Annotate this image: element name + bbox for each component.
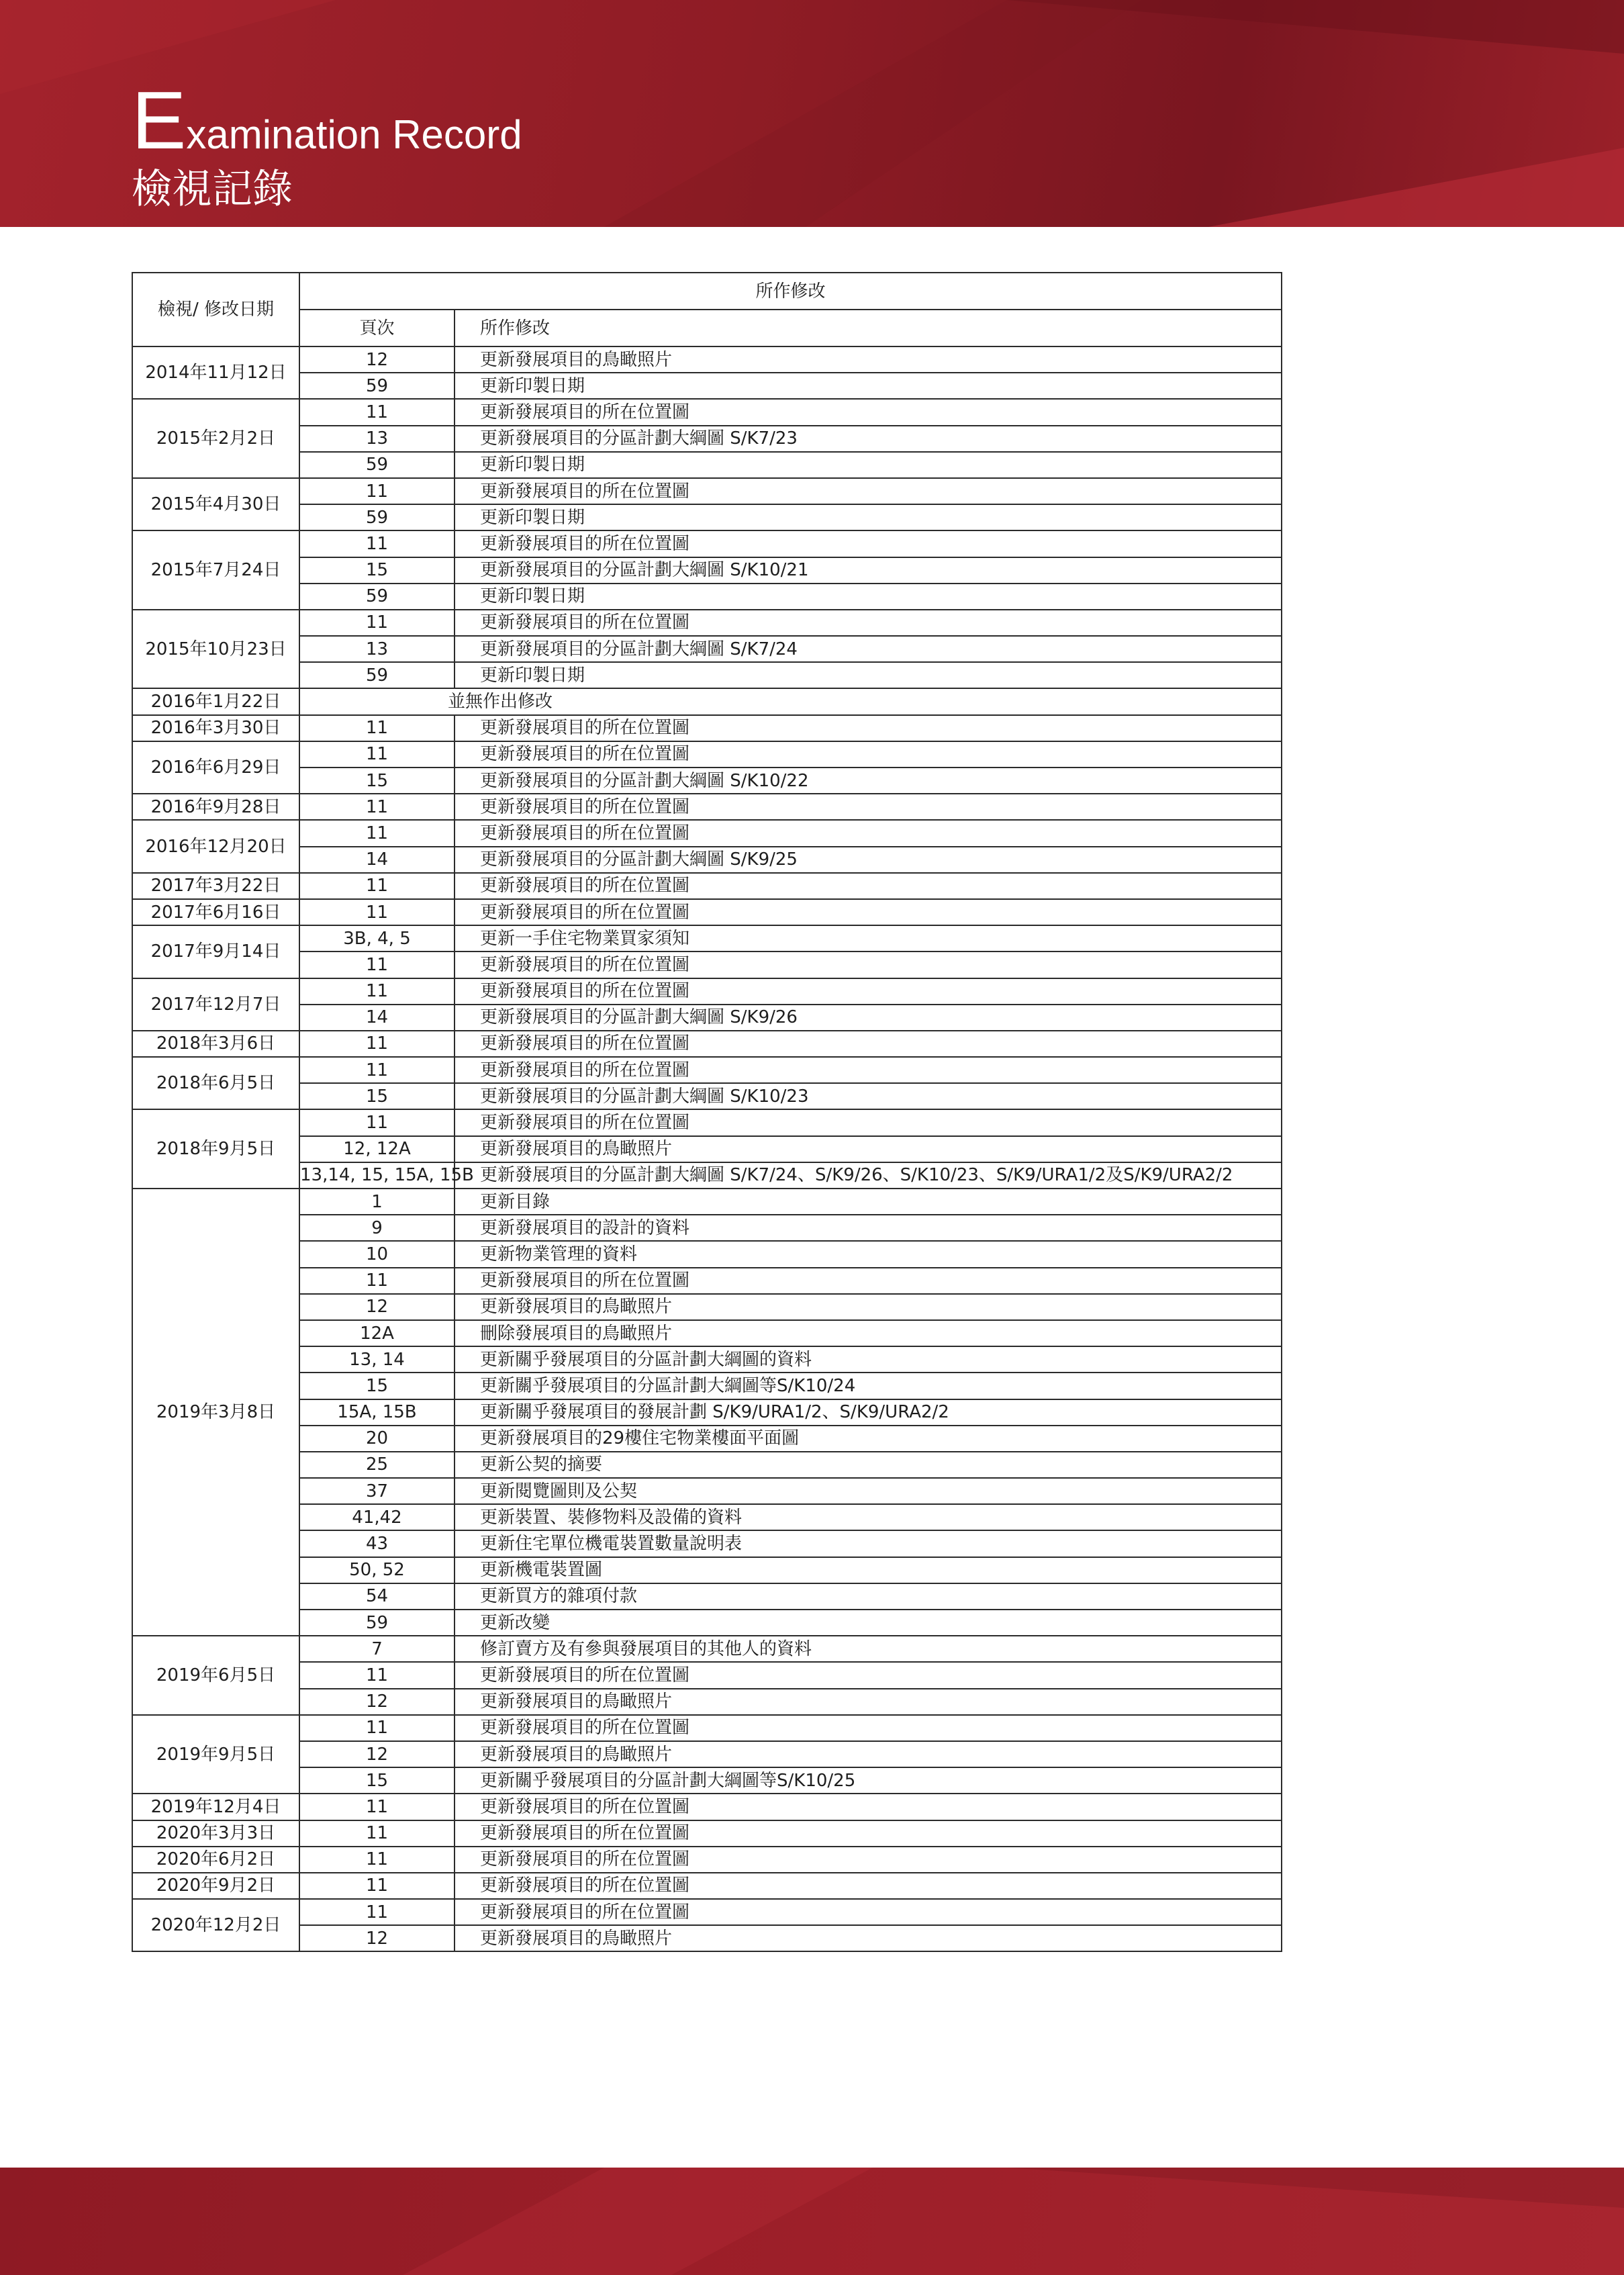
page-cell: 13	[299, 636, 455, 662]
table-row	[132, 1925, 1282, 1951]
table-row	[132, 1662, 1282, 1688]
table-row	[132, 847, 1282, 873]
table-row	[132, 1689, 1282, 1715]
date-cell: 2017年6月16日	[132, 899, 299, 925]
table-row	[132, 636, 1282, 662]
page-cell: 59	[299, 1610, 455, 1636]
page-cell: 10	[299, 1241, 455, 1267]
table-row	[132, 1741, 1282, 1767]
description-cell: 修訂賣方及有參與發展項目的其他人的資料	[455, 1636, 1282, 1662]
page-cell: 11	[299, 1794, 455, 1820]
description-cell: 更新發展項目的設計的資料	[455, 1215, 1282, 1241]
description-cell: 更新發展項目的所在位置圖	[455, 1109, 1282, 1135]
page-cell: 11	[299, 530, 455, 557]
description-cell: 更新發展項目的所在位置圖	[455, 1268, 1282, 1294]
page-cell: 11	[299, 478, 455, 504]
table-row	[132, 1373, 1282, 1399]
description-cell: 更新關乎發展項目的分區計劃大綱圖等S/K10/25	[455, 1767, 1282, 1794]
date-cell: 2020年3月3日	[132, 1820, 299, 1847]
page-cell: 11	[299, 741, 455, 768]
description-cell: 更新機電裝置圖	[455, 1557, 1282, 1583]
page-cell: 12	[299, 1689, 455, 1715]
description-cell: 更新印製日期	[455, 662, 1282, 688]
table-row	[132, 794, 1282, 820]
page-cell: 15	[299, 1083, 455, 1109]
description-cell: 更新發展項目的所在位置圖	[455, 478, 1282, 504]
description-cell: 更新發展項目的分區計劃大綱圖 S/K9/25	[455, 847, 1282, 873]
description-cell: 更新關乎發展項目的發展計劃 S/K9/URA1/2、S/K9/URA2/2	[455, 1399, 1282, 1426]
description-cell: 更新發展項目的所在位置圖	[455, 1031, 1282, 1057]
description-cell: 更新閱覽圖則及公契	[455, 1478, 1282, 1504]
table-row	[132, 925, 1282, 951]
page-cell: 15	[299, 768, 455, 794]
page-cell: 12	[299, 1741, 455, 1767]
header-banner	[0, 0, 1624, 227]
table-row	[132, 1136, 1282, 1162]
date-cell: 2017年12月7日	[132, 978, 299, 1031]
table-row	[132, 1268, 1282, 1294]
table-row	[132, 478, 1282, 504]
page-cell: 11	[299, 951, 455, 978]
page-cell: 11	[299, 794, 455, 820]
table-row	[132, 1557, 1282, 1583]
date-cell: 2016年9月28日	[132, 794, 299, 820]
page-cell: 50, 52	[299, 1557, 455, 1583]
description-cell: 更新發展項目的所在位置圖	[455, 715, 1282, 741]
table-row	[132, 1610, 1282, 1636]
description-cell: 更新發展項目的所在位置圖	[455, 399, 1282, 425]
description-cell: 更新發展項目的所在位置圖	[455, 530, 1282, 557]
description-cell: 刪除發展項目的鳥瞰照片	[455, 1320, 1282, 1346]
page-cell: 41,42	[299, 1504, 455, 1530]
page-cell: 54	[299, 1583, 455, 1610]
date-cell: 2016年12月20日	[132, 820, 299, 872]
date-cell: 2017年3月22日	[132, 873, 299, 899]
table-row	[132, 1215, 1282, 1241]
table-row	[132, 741, 1282, 768]
page-title	[132, 75, 522, 166]
table-header-row	[132, 273, 1282, 310]
table-row	[132, 557, 1282, 584]
description-cell: 更新發展項目的鳥瞰照片	[455, 346, 1282, 373]
description-cell: 更新發展項目的所在位置圖	[455, 820, 1282, 846]
description-cell: 更新發展項目的分區計劃大綱圖 S/K7/24、S/K9/26、S/K10/23、S/K9/URA1/2及S/K9/URA2/2	[455, 1162, 1282, 1189]
date-cell: 2016年1月22日	[132, 688, 299, 714]
table-row	[132, 1820, 1282, 1847]
page-cell: 11	[299, 1031, 455, 1057]
table-row	[132, 899, 1282, 925]
date-cell: 2019年6月5日	[132, 1636, 299, 1715]
date-cell: 2019年12月4日	[132, 1794, 299, 1820]
description-column-header: 所作修改	[455, 310, 1282, 346]
page-cell: 59	[299, 504, 455, 530]
page-column-header: 頁次	[299, 310, 455, 346]
page-cell: 12	[299, 346, 455, 373]
table-row	[132, 1320, 1282, 1346]
page-cell: 15	[299, 1373, 455, 1399]
description-cell: 更新發展項目的所在位置圖	[455, 1820, 1282, 1847]
page-cell: 11	[299, 1662, 455, 1688]
page-cell: 11	[299, 399, 455, 425]
description-cell: 更新發展項目的所在位置圖	[455, 1847, 1282, 1873]
table-row	[132, 820, 1282, 846]
date-cell: 2020年12月2日	[132, 1899, 299, 1951]
page-cell: 37	[299, 1478, 455, 1504]
table-row	[132, 1873, 1282, 1899]
description-cell: 更新發展項目的所在位置圖	[455, 1662, 1282, 1688]
description-cell: 更新發展項目的所在位置圖	[455, 899, 1282, 925]
table-row	[132, 1083, 1282, 1109]
page-cell: 12	[299, 1925, 455, 1951]
page-cell: 11	[299, 820, 455, 846]
table-row	[132, 504, 1282, 530]
description-cell: 更新住宅單位機電裝置數量說明表	[455, 1530, 1282, 1557]
description-cell: 更新發展項目的鳥瞰照片	[455, 1136, 1282, 1162]
description-cell: 更新發展項目的所在位置圖	[455, 978, 1282, 1005]
title-rest: xamination Record	[186, 112, 522, 157]
table-row	[132, 1162, 1282, 1189]
description-cell: 更新發展項目的所在位置圖	[455, 1715, 1282, 1741]
table-row	[132, 373, 1282, 399]
page-cell: 15	[299, 557, 455, 584]
table-row	[132, 426, 1282, 452]
description-cell: 更新物業管理的資料	[455, 1241, 1282, 1267]
description-cell: 更新發展項目的分區計劃大綱圖 S/K7/23	[455, 426, 1282, 452]
date-cell: 2018年6月5日	[132, 1057, 299, 1109]
date-cell: 2020年9月2日	[132, 1873, 299, 1899]
table-row	[132, 1057, 1282, 1083]
table-row	[132, 1346, 1282, 1373]
table-row	[132, 399, 1282, 425]
no-change-cell: 並無作出修改	[299, 688, 1282, 714]
changes-column-header: 所作修改	[299, 273, 1282, 310]
page-cell: 11	[299, 873, 455, 899]
description-cell: 更新一手住宅物業買家須知	[455, 925, 1282, 951]
table-row	[132, 1478, 1282, 1504]
description-cell: 更新關乎發展項目的分區計劃大綱圖等S/K10/24	[455, 1373, 1282, 1399]
description-cell: 更新買方的雜項付款	[455, 1583, 1282, 1610]
page-cell: 11	[299, 1268, 455, 1294]
table-row	[132, 662, 1282, 688]
page-cell: 13, 14	[299, 1346, 455, 1373]
page-cell: 11	[299, 1847, 455, 1873]
footer-decoration	[0, 2168, 1624, 2275]
description-cell: 更新印製日期	[455, 504, 1282, 530]
date-column-header: 檢視/ 修改日期	[132, 273, 299, 346]
page-cell: 11	[299, 1057, 455, 1083]
examination-record-table	[132, 272, 1282, 1952]
description-cell: 更新發展項目的所在位置圖	[455, 1794, 1282, 1820]
date-cell: 2019年9月5日	[132, 1715, 299, 1794]
description-cell: 更新發展項目的所在位置圖	[455, 1899, 1282, 1925]
page-cell: 11	[299, 1899, 455, 1925]
page-cell: 11	[299, 610, 455, 636]
table-row	[132, 346, 1282, 373]
table-row	[132, 1583, 1282, 1610]
table-row	[132, 873, 1282, 899]
table-row	[132, 978, 1282, 1005]
table-row	[132, 715, 1282, 741]
table-row	[132, 1031, 1282, 1057]
table-row	[132, 1847, 1282, 1873]
table-row	[132, 1794, 1282, 1820]
table-row	[132, 688, 1282, 714]
description-cell: 更新發展項目的分區計劃大綱圖 S/K10/23	[455, 1083, 1282, 1109]
page-cell: 43	[299, 1530, 455, 1557]
date-cell: 2015年10月23日	[132, 610, 299, 689]
page-cell: 11	[299, 978, 455, 1005]
page-cell: 13	[299, 426, 455, 452]
description-cell: 更新發展項目的所在位置圖	[455, 1057, 1282, 1083]
table-row	[132, 1189, 1282, 1215]
table-row	[132, 1530, 1282, 1557]
page-cell: 59	[299, 452, 455, 478]
table-row	[132, 1294, 1282, 1320]
description-cell: 更新發展項目的所在位置圖	[455, 951, 1282, 978]
description-cell: 更新發展項目的29樓住宅物業樓面平面圖	[455, 1426, 1282, 1452]
page-cell: 12, 12A	[299, 1136, 455, 1162]
date-cell: 2020年6月2日	[132, 1847, 299, 1873]
description-cell: 更新發展項目的鳥瞰照片	[455, 1925, 1282, 1951]
description-cell: 更新發展項目的分區計劃大綱圖 S/K10/21	[455, 557, 1282, 584]
table-row	[132, 1715, 1282, 1741]
description-cell: 更新裝置、裝修物料及設備的資料	[455, 1504, 1282, 1530]
table-row	[132, 1767, 1282, 1794]
page-cell: 9	[299, 1215, 455, 1241]
description-cell: 更新印製日期	[455, 584, 1282, 610]
table-row	[132, 1426, 1282, 1452]
page-cell: 11	[299, 1109, 455, 1135]
description-cell: 更新改變	[455, 1610, 1282, 1636]
page-cell: 25	[299, 1452, 455, 1478]
page-cell: 20	[299, 1426, 455, 1452]
page-cell: 11	[299, 899, 455, 925]
table-row	[132, 1504, 1282, 1530]
page-cell: 15	[299, 1767, 455, 1794]
date-cell: 2018年9月5日	[132, 1109, 299, 1189]
date-cell: 2015年7月24日	[132, 530, 299, 610]
description-cell: 更新目錄	[455, 1189, 1282, 1215]
description-cell: 更新發展項目的所在位置圖	[455, 610, 1282, 636]
description-cell: 更新發展項目的鳥瞰照片	[455, 1689, 1282, 1715]
table-row	[132, 1241, 1282, 1267]
date-cell: 2019年3月8日	[132, 1189, 299, 1636]
date-cell: 2017年9月14日	[132, 925, 299, 978]
table-row	[132, 610, 1282, 636]
description-cell: 更新發展項目的所在位置圖	[455, 741, 1282, 768]
description-cell: 更新發展項目的鳥瞰照片	[455, 1741, 1282, 1767]
page-cell: 14	[299, 847, 455, 873]
page-cell: 12A	[299, 1320, 455, 1346]
description-cell: 更新發展項目的所在位置圖	[455, 873, 1282, 899]
date-cell: 2016年3月30日	[132, 715, 299, 741]
page-title-chinese: 檢視記錄	[132, 166, 293, 213]
description-cell: 更新發展項目的所在位置圖	[455, 1873, 1282, 1899]
description-cell: 更新關乎發展項目的分區計劃大綱圖的資料	[455, 1346, 1282, 1373]
table-row	[132, 1005, 1282, 1031]
description-cell: 更新發展項目的所在位置圖	[455, 794, 1282, 820]
description-cell: 更新發展項目的分區計劃大綱圖 S/K10/22	[455, 768, 1282, 794]
page-cell: 11	[299, 1873, 455, 1899]
page-cell: 7	[299, 1636, 455, 1662]
page-cell: 59	[299, 584, 455, 610]
description-cell: 更新發展項目的分區計劃大綱圖 S/K7/24	[455, 636, 1282, 662]
page-cell: 3B, 4, 5	[299, 925, 455, 951]
footer-banner	[0, 2168, 1624, 2275]
page-cell: 11	[299, 1715, 455, 1741]
page-cell: 11	[299, 715, 455, 741]
page-cell: 14	[299, 1005, 455, 1031]
table-row	[132, 1636, 1282, 1662]
table-row	[132, 1899, 1282, 1925]
table-row	[132, 584, 1282, 610]
page-cell: 15A, 15B	[299, 1399, 455, 1426]
date-cell: 2015年2月2日	[132, 399, 299, 478]
page-cell: 13,14, 15, 15A, 15B	[299, 1162, 455, 1189]
table-row	[132, 1109, 1282, 1135]
description-cell: 更新發展項目的鳥瞰照片	[455, 1294, 1282, 1320]
date-cell: 2018年3月6日	[132, 1031, 299, 1057]
date-cell: 2014年11月12日	[132, 346, 299, 399]
table-row	[132, 1399, 1282, 1426]
table-subheader-row	[132, 310, 1282, 346]
date-cell: 2016年6月29日	[132, 741, 299, 794]
page-cell: 12	[299, 1294, 455, 1320]
title-initial: E	[132, 75, 187, 166]
description-cell: 更新發展項目的分區計劃大綱圖 S/K9/26	[455, 1005, 1282, 1031]
description-cell: 更新公契的摘要	[455, 1452, 1282, 1478]
date-cell: 2015年4月30日	[132, 478, 299, 530]
table-row	[132, 768, 1282, 794]
page-cell: 11	[299, 1820, 455, 1847]
table-row	[132, 1452, 1282, 1478]
table-row	[132, 530, 1282, 557]
table-row	[132, 951, 1282, 978]
page-cell: 59	[299, 662, 455, 688]
description-cell: 更新印製日期	[455, 373, 1282, 399]
page-cell: 1	[299, 1189, 455, 1215]
description-cell: 更新印製日期	[455, 452, 1282, 478]
page-cell: 59	[299, 373, 455, 399]
table-row	[132, 452, 1282, 478]
